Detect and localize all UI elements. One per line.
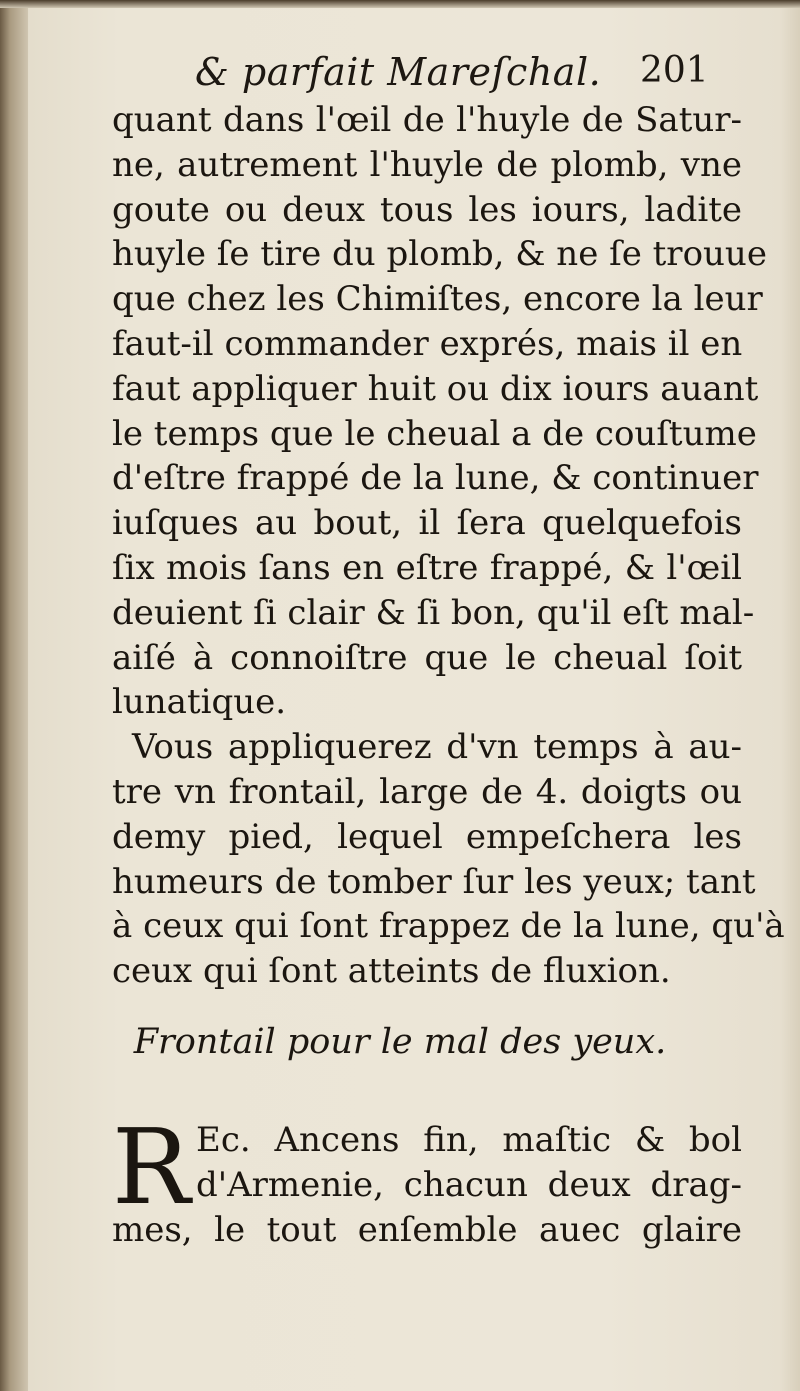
section-title: Frontail pour le mal des yeux.	[133, 1022, 667, 1062]
drop-cap: R	[112, 1106, 191, 1228]
recipe-paragraph	[112, 1106, 742, 1252]
text-line: humeurs de tomber ſur les yeux; tant	[112, 861, 756, 902]
text-line: mes, le tout enſemble auec glaire	[112, 1209, 742, 1250]
text-line: goute ou deux tous les iours, ladite	[112, 189, 742, 230]
text-line: faut-il commander exprés, mais il en	[112, 323, 743, 364]
text-line: d'eſtre frappé de la lune, & continuer	[112, 458, 759, 499]
text-line: quant dans l'œil de l'huyle de Satur-	[112, 100, 742, 140]
text-line: ſix mois ſans en eſtre frappé, & l'œil	[112, 547, 742, 588]
body-text	[112, 98, 785, 994]
text-line: ne, autrement l'huyle de plomb, vne	[112, 144, 742, 185]
running-head-title: & parfait Mareſchal.	[195, 50, 602, 94]
text-line: deuient ſi clair & ſi bon, qu'il eſt mal-	[112, 592, 755, 633]
text-line: le temps que le cheual a de couſtume	[112, 413, 757, 454]
text-line: ceux qui ſont atteints de fluxion.	[112, 951, 671, 992]
text-line: Ec. Ancens fin, maſtic & bol	[196, 1120, 742, 1160]
text-line: faut appliquer huit ou dix iours auant	[112, 368, 759, 409]
page-top-edge	[0, 0, 800, 8]
page-number: 201	[640, 50, 709, 91]
text-line: que chez les Chimiſtes, encore la leur	[112, 279, 763, 320]
text-line: d'Armenie, chacun deux drag-	[196, 1164, 742, 1205]
paragraph-start-line: Vous appliquerez d'vn temps à au-	[132, 727, 742, 768]
text-line: à ceux qui ſont frappez de la lune, qu'à	[112, 906, 785, 947]
text-line: iuſques au bout, il ſera quelquefois	[112, 503, 742, 544]
text-line: lunatique.	[112, 682, 287, 723]
text-line: aiſé à connoiſtre que le cheual ſoit	[112, 637, 742, 678]
text-line: demy pied, lequel empeſchera les	[112, 816, 742, 857]
running-head	[0, 50, 800, 100]
page-gutter	[0, 0, 28, 1391]
text-line: huyle ſe tire du plomb, & ne ſe trouue	[112, 234, 767, 275]
text-line: tre vn frontail, large de 4. doigts ou	[112, 771, 742, 812]
